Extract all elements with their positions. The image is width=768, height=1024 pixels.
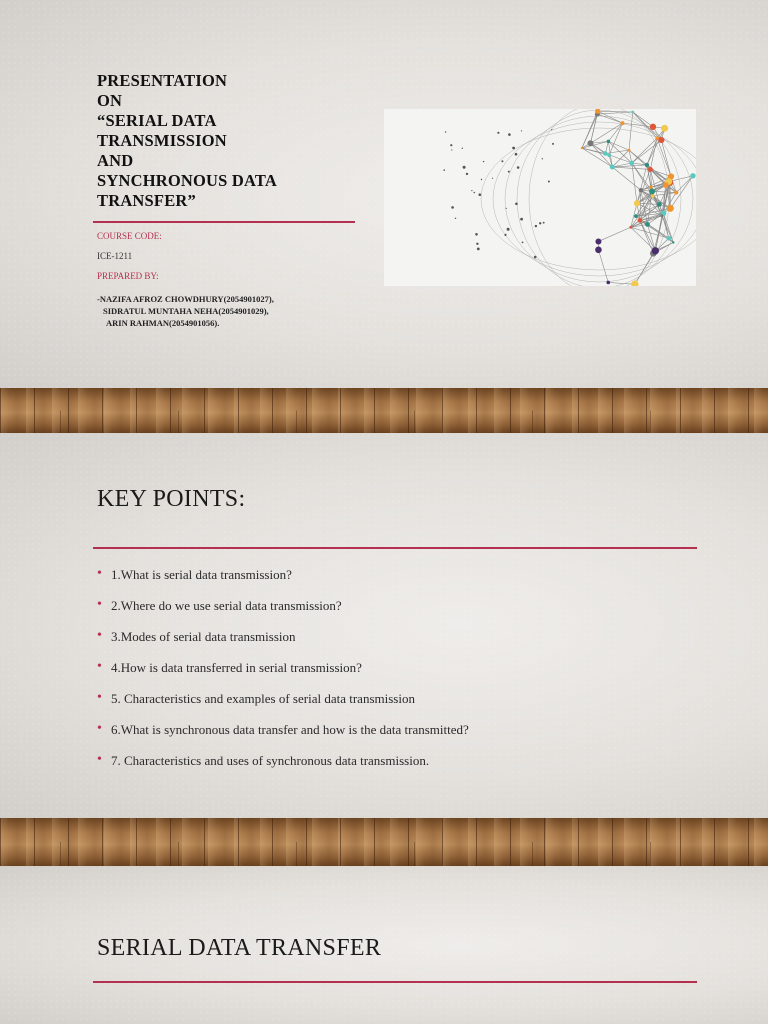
scatter-dot [501,160,503,162]
scatter-dot [471,190,472,191]
key-points-divider [93,547,697,549]
network-link [609,123,622,155]
network-node [629,226,632,229]
title-line: SYNCHRONOUS DATA [97,171,277,190]
network-node [595,238,601,244]
scatter-dot [451,206,454,209]
network-node [667,205,674,212]
network-node [650,124,656,130]
list-item: • 4.How is data transferred in serial transmission? [97,660,469,691]
network-node [658,137,664,143]
list-item: • 7. Characteristics and uses of synchronous data transmission. [97,753,469,784]
scatter-dot [466,173,468,175]
scatter-dot [552,143,554,145]
scatter-dot [515,153,518,156]
network-node [674,190,678,194]
scatter-dot [497,132,499,134]
title-line: TRANSFER” [97,191,196,210]
network-node [645,163,649,167]
scatter-dot [443,169,445,171]
wood-floor-divider [0,388,768,433]
course-code-label: COURSE CODE: [97,231,162,241]
scatter-dot [548,181,550,183]
network-node [631,111,634,114]
network-node [648,167,653,172]
author-name: SIDRATUL MUNTAHA NEHA(2054901029), [103,306,269,316]
scatter-dot [520,218,523,221]
scatter-dot [483,161,484,162]
scatter-dot [506,208,507,209]
course-code-value: ICE-1211 [97,251,133,261]
scatter-dot [477,248,480,251]
network-node [587,140,593,146]
scatter-dot [517,166,520,169]
list-item: • 6.What is synchronous data transfer and how is the data transmitted? [97,722,469,753]
scatter-dot [474,192,476,194]
scatter-dot [534,256,537,259]
network-link [598,227,630,241]
network-link [598,250,608,283]
sphere-arc [517,110,681,286]
scatter-dot [507,228,510,231]
serial-transfer-heading: SERIAL DATA TRANSFER [97,935,382,961]
title-line: AND [97,151,134,170]
author-name: -NAZIFA AFROZ CHOWDHURY(2054901027), [97,294,274,304]
network-node [657,202,662,207]
network-node [639,188,643,192]
network-link [608,141,631,163]
network-node [607,140,611,144]
list-item: • 5. Characteristics and examples of serial data transmission [97,691,469,722]
network-node [661,125,668,132]
author-name: ARIN RAHMAN(2054901056). [106,318,220,328]
scatter-dot [445,131,446,132]
scatter-dot [504,234,506,236]
network-node [690,173,695,178]
network-node [629,161,634,166]
network-link [582,141,608,148]
network-node [655,136,659,140]
scatter-dot [535,225,537,227]
network-link [632,138,657,163]
title-line: ON [97,91,123,110]
scatter-dot [475,233,478,236]
scatter-dot [522,242,524,244]
list-item: • 2.Where do we use serial data transmission? [97,598,469,629]
network-node [652,247,659,254]
title-divider [93,221,355,223]
network-node [607,153,611,157]
scatter-dot [492,178,493,179]
network-node [638,218,643,223]
scatter-dot [462,148,463,149]
network-link [605,150,629,153]
scatter-dot [521,130,522,131]
network-node [603,151,608,156]
scatter-dot [508,171,510,173]
network-link [657,138,671,176]
scatter-dot [539,222,541,224]
network-node [595,247,602,254]
network-node [631,281,638,286]
wood-floor-divider [0,818,768,866]
network-node [660,214,663,217]
title-line: “SERIAL DATA [97,111,217,130]
presentation-title [97,71,277,211]
prepared-by-label: PREPARED BY: [97,271,159,281]
network-node [628,149,631,152]
scatter-dot [450,144,452,146]
author-list [97,293,274,329]
network-node [620,121,624,125]
scatter-dot [481,179,482,180]
scatter-dot [515,203,518,206]
scatter-dot [479,193,482,196]
scatter-dot [476,243,478,245]
scatter-dot [463,166,466,169]
network-node [663,182,669,188]
scatter-dot [543,222,545,224]
network-node [645,222,650,227]
network-node [606,281,610,285]
network-link [590,123,622,143]
network-node [634,200,640,206]
scatter-dot [542,158,543,159]
scatter-dot [455,218,456,219]
list-item: • 3.Modes of serial data transmission [97,629,469,660]
network-graphic [384,109,696,286]
network-links [582,111,693,284]
network-link [608,123,622,141]
network-node [634,214,638,218]
network-node [581,147,583,149]
network-link [612,167,650,169]
network-link [632,140,662,163]
scatter-dot [508,133,511,136]
network-node [610,165,615,170]
scatter-dot [551,129,552,130]
key-points-heading: KEY POINTS: [97,486,246,512]
serial-transfer-divider [93,981,697,983]
list-item: • 1.What is serial data transmission? [97,567,469,598]
network-node [672,241,674,243]
key-points-list [97,567,469,784]
network-node [649,188,655,194]
scatter-dot [451,149,452,150]
network-sphere-image [384,109,696,286]
network-node [651,194,655,198]
network-link [631,224,648,227]
network-node [666,236,671,241]
title-line: TRANSMISSION [97,131,227,150]
title-line: PRESENTATION [97,71,228,90]
scatter-dot [512,147,515,150]
title-slide [0,0,768,388]
